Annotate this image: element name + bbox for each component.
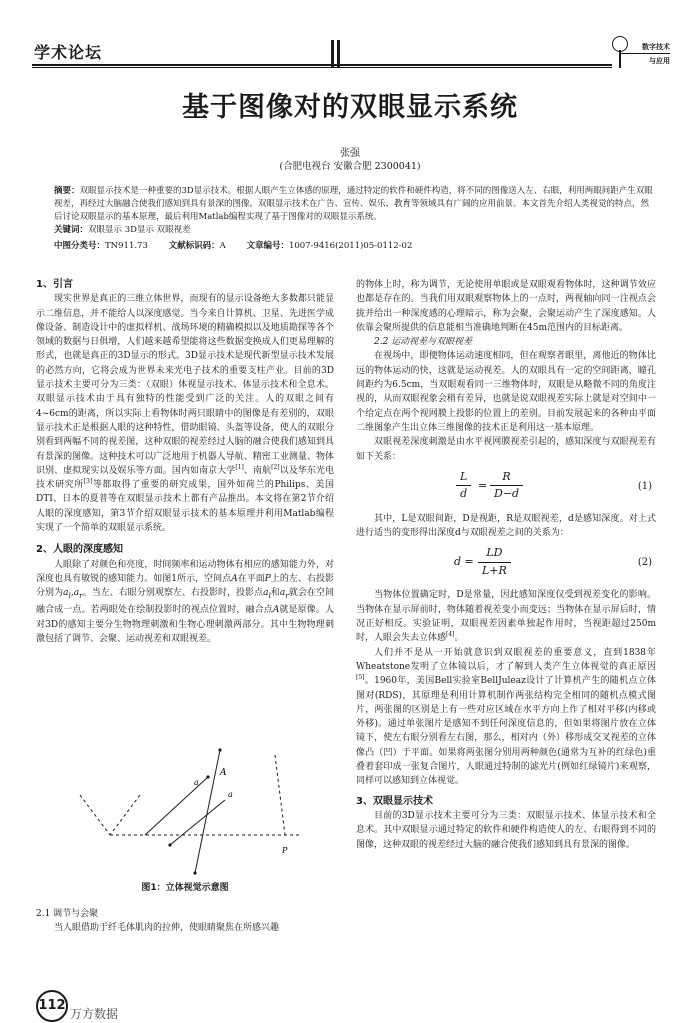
equation-1-rhs: R D−d xyxy=(490,470,523,502)
figure-label-A: A xyxy=(220,768,227,778)
journal-name-line1: 数字技术 xyxy=(642,43,670,51)
left-column-bottom xyxy=(36,907,334,936)
classification-line xyxy=(54,240,654,253)
figure-point xyxy=(193,871,196,874)
equation-2-lhs: d = xyxy=(454,555,474,569)
paper-title: 基于图像对的双眼显示系统 xyxy=(182,92,518,123)
abstract-label: 摘要： xyxy=(54,186,80,196)
paragraph-depth: 人眼除了对颜色和亮度，时间频率和运动物体有相应的感知能力外，对深度也具有敏锐的感知能力。如图1所示，空间点A在平面P上的左、右投影分别为$a_l,a_r$。当左、右眼分别观察左、右投影时，投影点$a_l$和$a_r$就会在空间融合成一点。若两眼处在绘制投影时的视点位置时，融合点A就是原像。人对3D的感知主要分生物物理刺激和生物心理刺激两部分。其中生物物理刺激包括了调节、会聚、运动视差和双眼视差。 xyxy=(36,559,334,644)
header-rule xyxy=(32,64,612,66)
keywords-label: 关键词： xyxy=(54,225,89,235)
journal-name-line2: 与应用 xyxy=(649,57,670,65)
paragraph-accommodation: 当人眼借助于纤毛体肌肉的拉伸，使眼睛聚焦在所感兴趣 xyxy=(54,923,280,934)
figure-label-a: a xyxy=(194,778,199,787)
equation-2 xyxy=(356,544,656,584)
watermark: 万方数据 xyxy=(70,1007,119,1021)
figure-diagram xyxy=(70,735,310,875)
citation-ref: [2] xyxy=(271,463,280,471)
paragraph-depth-change: 当物体位置确定时，D是常量，因此感知深度仅受到视差变化的影响。当物体在显示屏前时，物体随着视差变小而变远；当物体在显示屏后时，情况正好相反。实验证明，双眼视差因素单独起作用时，当视距超过250m时，人眼会失去立体感[4]。 xyxy=(356,590,656,644)
citation-ref: [1] xyxy=(235,463,244,471)
section-heading-intro: 1、引言 xyxy=(36,279,73,290)
figure-caption: 图1：立体视觉示意图 xyxy=(141,883,229,893)
journal-logo xyxy=(612,36,670,70)
paragraph-intro: 现实世界是真正的三维立体世界，而现有的显示设备绝大多数都只能显示二维信息，并不能给人以深度感觉。当今来自计算机、卫星、先进医学成像设备、制造设计中的虚拟样机、战场环境的精确模拟以及地质勘探等各个领域的数据与日俱增，人们越来越希望能将这些数据变换成人们更易理解的形式，也就是真正的3D显示的形式。3D显示技术是现代新型显示技术发展的必然方向，它将会成为世界未来光电子技术的重要支柱产业。目前的3D显示技术主要可分为三类：（双眼）体视显示技术、体显示技术和全息术。双眼显示技术由于具有独特的性能受到广泛的关注。人的双眼之间有4~6cm的距离，所以实际上看物体时两只眼睛中的图像是有差别的，双眼显示技术正是根据人眼的这种特性，借助眼镜、头盔等设备，使人的双眼分别看到两幅不同的视差图，这种双眼的视差经过人脑的融合使我们感知到具有景深的图像。这种技术可以广泛地用于机器人导航、精密工业测量、物体识别、虚拟现实以及娱乐等方面。国内如南京大学[1]、南航[2]以及华东光电技术研究所[3]等都取得了重要的研究成果，国外如荷兰的Philips、美国DTI、日本的夏普等在双眼显示技术上都有产品推出。本文将在第2节介绍人眼的深度感知，第3节介绍双眼显示技术的基本原理并利用Matlab编程实现了一个简单的双眼显示系统。 xyxy=(36,294,334,534)
figure-stereo-vision xyxy=(70,735,310,875)
figure-plane-edge xyxy=(110,795,140,835)
figure-point xyxy=(218,748,221,751)
class-label: 中图分类号： xyxy=(54,241,106,251)
figure-sight-line xyxy=(170,800,225,845)
equation-number: (1) xyxy=(637,480,652,492)
subsection-heading-accommodation: 2.1 调节与会聚 xyxy=(36,909,99,919)
subsection-heading-parallax: 2.2 运动视差与双眼视差 xyxy=(374,337,473,348)
figure-sight-line-right xyxy=(195,750,220,873)
affiliation: (合肥电视台 安徽合肥 2300041) xyxy=(279,161,421,172)
doc-value: A xyxy=(219,241,226,251)
citation-ref: [3] xyxy=(83,478,93,486)
paragraph-convergence: 的物体上时，称为调节，无论使用单眼或是双眼观看物体时，这种调节效应也都是存在的。当我们用双眼观察物体上的一点时，两视轴向同一注视点会拢并给出一种深度感的心理暗示，称为会聚，会聚运动产生了深度感知。人依靠会聚所提供的信息能相当准确地判断在45m范围内的目标距离。 xyxy=(356,280,656,333)
citation-ref: [4] xyxy=(446,631,455,639)
paragraph-binocular: 目前的3D显示技术主要可分为三类：双眼显示技术、体显示技术和全息术。其中双眼显示通过特定的软件和硬件构造使人的左、右眼得到不同的图像，这种双眼的视差经过大脑的融合使我们感知到具有景深的图像。 xyxy=(356,810,656,850)
equation-number: (2) xyxy=(637,557,652,569)
figure-point xyxy=(206,775,209,778)
figure-plane-edge xyxy=(275,755,285,835)
paragraph-variables: 其中，L是双眼间距，D是视距，R是双眼视差，d是感知深度。对上式进行适当的变形得出深度d与双眼视差之间的关系为： xyxy=(356,513,656,539)
article-value: 1007-9416(2011)05-0112-02 xyxy=(288,241,413,251)
figure-label-ar: a xyxy=(228,790,233,799)
citation-ref: [5] xyxy=(356,674,365,682)
keywords-text: 双眼显示 3D显示 双眼视差 xyxy=(88,225,191,235)
figure-plane-edge xyxy=(80,795,110,835)
article-label: 文章编号： xyxy=(246,241,289,251)
keywords xyxy=(54,224,654,237)
doc-label: 文献标识码： xyxy=(168,241,220,251)
class-value: TN911.73 xyxy=(105,241,148,251)
figure-point xyxy=(168,843,171,846)
abstract xyxy=(54,185,654,224)
section-label: 学术论坛 xyxy=(34,43,103,62)
right-column xyxy=(356,278,656,852)
equation-1-lhs: L d xyxy=(456,470,471,502)
header-rule-thin xyxy=(32,67,612,68)
section-heading-binocular: 3、双眼显示技术 xyxy=(356,795,433,807)
author: 张强 xyxy=(340,148,360,159)
section-heading-depth: 2、人眼的深度感知 xyxy=(36,544,123,556)
equation-1: L d = R D−d (1) xyxy=(356,468,656,508)
equation-2-rhs: LD L+R xyxy=(478,546,511,578)
paragraph-relation: 双眼视差深度刺激是由水平视网膜视差引起的，感知深度与双眼视差有如下关系： xyxy=(356,437,656,462)
figure-label-P: P xyxy=(282,846,288,855)
left-column xyxy=(36,278,334,646)
page-number: 112 xyxy=(36,990,68,1022)
paragraph-history: 人们并不是从一开始就意识到双眼视差的重要意义，直到1838年Wheatstone发明了立体镜以后，才了解到人类产生立体视觉的真正原因[5]。1960年，美国Bell实验室BellJuleaz设计了计算机产生的随机点立体图对(RDS)，其原理是利用计算机制作两张结构完全相同的随机点模式图片，两张图的区别是上有一些对应区域在水平方向上作了相对平移(内移或外移)。通过单张图片是感知不到任何深度信息的，但如果将图片放在立体镜下，使左右眼分别看左右图，那么，相对内（外）移形成交叉视差的立体像凸（凹）于平面。如果将两张图分别用两种颜色(通常为互补的红绿色)重叠着套印成一张复合图片，人眼通过特制的滤光片(例如红绿镜片)来观察，同样可以感知到立体视觉。 xyxy=(356,647,656,787)
abstract-text: 双眼显示技术是一种重要的3D显示技术。根据人眼产生立体感的原理，通过特定的软件和硬件构造，将不同的图像送入左、右眼，利用两眼间距产生双眼视差，再经过大脑融合使我们感知到具有景深的图像。双眼显示技术在广告、宣传、娱乐、教育等领域具有广阔的应用前景。本文首先介绍人类视觉的特点，然后讨论双眼显示的基本原理，最后利用Matlab编程实现了基于图像对的双眼显示系统。 xyxy=(54,186,653,222)
paragraph-parallax: 在视场中，即便物体运动速度相同，但在观察者眼里，离他近的物体比远的物体运动的快，这就是运动视差。人的双眼具有一定的空间距离，瞳孔间距约为6.5cm，当双眼观看同一三维物体时，双眼是从略微不同的角度注视的，从而双眼视象会稍有差异，也就是说双眼视差实际上就是对空间中一个给定点在两个视网膜上投影的位置上的差别。目前发展起来的各种由平面二维图象产生出立体三维图像的技术正是利用这一基本原理。 xyxy=(356,351,656,433)
